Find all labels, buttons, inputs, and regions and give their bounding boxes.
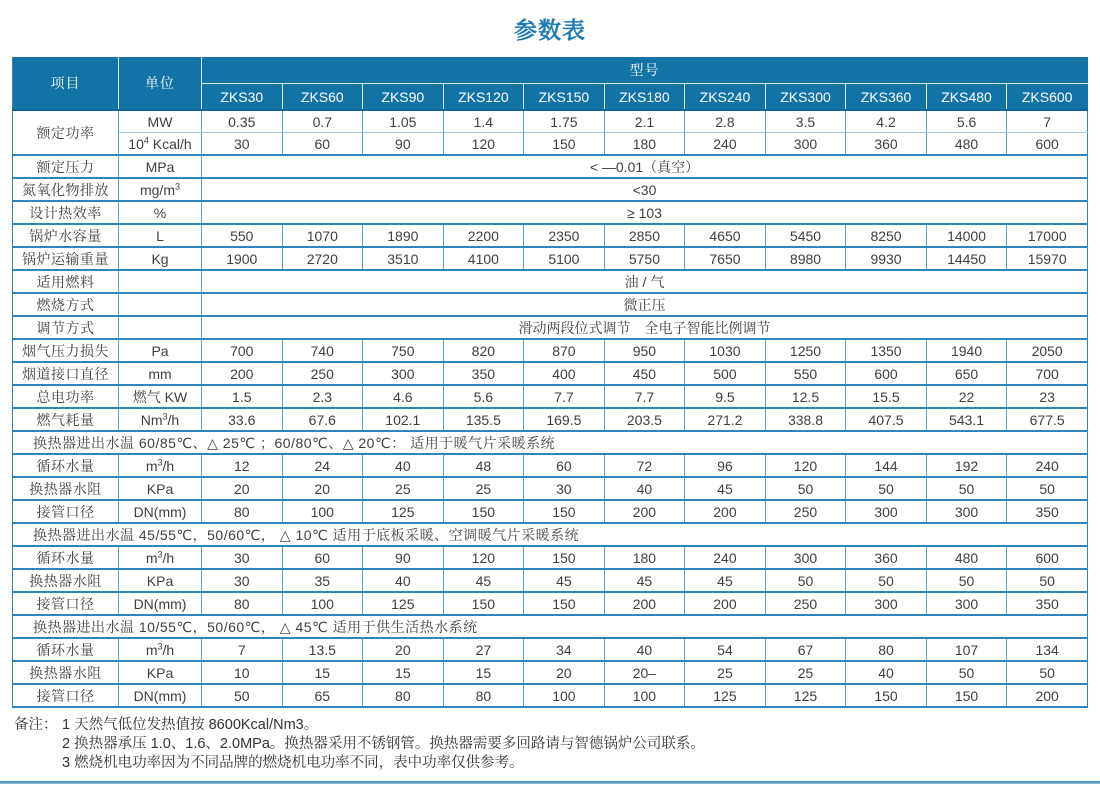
value-cell: 50	[1007, 477, 1088, 500]
unit-cell: mm	[119, 362, 202, 385]
item-cell: 换热器水阻	[13, 661, 119, 684]
value-cell: 67	[765, 638, 846, 661]
merged-value-cell: 油 / 气	[202, 270, 1088, 293]
value-cell: 1.75	[524, 110, 605, 133]
value-cell: 96	[685, 454, 766, 477]
value-cell: 4100	[443, 247, 524, 270]
value-cell: 300	[926, 500, 1007, 523]
value-cell: 120	[443, 546, 524, 569]
note-item: 2 换热器承压 1.0、1.6、2.0MPa。换热器采用不锈钢管。换热器需要多回路请与智德锅炉公司联系。	[62, 736, 705, 752]
table-row	[13, 661, 1088, 684]
value-cell: 72	[604, 454, 685, 477]
header-model-zks240: ZKS240	[685, 84, 766, 111]
value-cell: 200	[604, 500, 685, 523]
value-cell: 7.7	[524, 385, 605, 408]
value-cell: 400	[524, 362, 605, 385]
value-cell: 40	[846, 661, 927, 684]
value-cell: 7650	[685, 247, 766, 270]
table-row	[13, 477, 1088, 500]
value-cell: 12.5	[765, 385, 846, 408]
item-cell: 额定压力	[13, 155, 119, 178]
value-cell: 12	[202, 454, 283, 477]
unit-cell: $mg/m^3$	[119, 178, 202, 201]
value-cell: 65	[282, 684, 363, 707]
value-cell: 2.1	[604, 110, 685, 133]
unit-cell: Pa	[119, 339, 202, 362]
value-cell: 350	[443, 362, 524, 385]
item-cell: 换热器水阻	[13, 477, 119, 500]
merged-value-cell: 滑动两段位式调节 全电子智能比例调节	[202, 316, 1088, 339]
unit-cell: 燃气 KW	[119, 385, 202, 408]
value-cell: 135.5	[443, 408, 524, 431]
table-row	[13, 270, 1088, 293]
value-cell: 550	[765, 362, 846, 385]
value-cell: 338.8	[765, 408, 846, 431]
unit-cell: Kg	[119, 247, 202, 270]
value-cell: 60	[524, 454, 605, 477]
header-model-zks30: ZKS30	[202, 84, 283, 111]
value-cell: 300	[846, 500, 927, 523]
value-cell: 1030	[685, 339, 766, 362]
value-cell: 45	[443, 569, 524, 592]
value-cell: 480	[926, 133, 1007, 156]
unit-cell: DN(mm)	[119, 684, 202, 707]
value-cell: 13.5	[282, 638, 363, 661]
value-cell: 50	[1007, 661, 1088, 684]
value-cell: 200	[1007, 684, 1088, 707]
table-row	[13, 500, 1088, 523]
unit-cell	[119, 270, 202, 293]
value-cell: 120	[765, 454, 846, 477]
value-cell: 700	[202, 339, 283, 362]
value-cell: 100	[604, 684, 685, 707]
value-cell: 1250	[765, 339, 846, 362]
value-cell: 45	[524, 569, 605, 592]
value-cell: 7	[1007, 110, 1088, 133]
value-cell: 2350	[524, 224, 605, 247]
value-cell: 650	[926, 362, 1007, 385]
item-cell: 烟气压力损失	[13, 339, 119, 362]
value-cell: 950	[604, 339, 685, 362]
spec-table	[12, 57, 1088, 708]
value-cell: 240	[685, 133, 766, 156]
value-cell: 125	[765, 684, 846, 707]
value-cell: 250	[765, 592, 846, 615]
value-cell: 200	[685, 592, 766, 615]
value-cell: 3510	[363, 247, 444, 270]
unit-cell: %	[119, 201, 202, 224]
value-cell: 9930	[846, 247, 927, 270]
value-cell: 407.5	[846, 408, 927, 431]
value-cell: 2.3	[282, 385, 363, 408]
table-row	[13, 293, 1088, 316]
table-row	[13, 247, 1088, 270]
value-cell: 15.5	[846, 385, 927, 408]
unit-cell: DN(mm)	[119, 592, 202, 615]
value-cell: 15970	[1007, 247, 1088, 270]
table-row	[13, 339, 1088, 362]
value-cell: 200	[604, 592, 685, 615]
merged-value-cell: ≥ 103	[202, 201, 1088, 224]
value-cell: 50	[926, 569, 1007, 592]
value-cell: 600	[1007, 133, 1088, 156]
value-cell: 80	[443, 684, 524, 707]
value-cell: 80	[363, 684, 444, 707]
value-cell: 60	[282, 546, 363, 569]
item-cell: 锅炉运输重量	[13, 247, 119, 270]
unit-cell: KPa	[119, 661, 202, 684]
item-cell: 调节方式	[13, 316, 119, 339]
value-cell: 20	[524, 661, 605, 684]
section-header-cell: 换热器进出水温 10/55℃，50/60℃， △ 45℃ 适用于供生活热水系统	[13, 615, 1088, 638]
value-cell: 1350	[846, 339, 927, 362]
item-cell: 额定功率	[13, 110, 119, 155]
value-cell: 20	[363, 638, 444, 661]
value-cell: 50	[202, 684, 283, 707]
table-row	[13, 454, 1088, 477]
notes-label: 备注：	[14, 717, 58, 733]
item-cell: 接管口径	[13, 500, 119, 523]
value-cell: 550	[202, 224, 283, 247]
table-row	[13, 224, 1088, 247]
value-cell: 15	[363, 661, 444, 684]
value-cell: 20–	[604, 661, 685, 684]
unit-cell: KPa	[119, 477, 202, 500]
value-cell: 600	[1007, 546, 1088, 569]
value-cell: 2050	[1007, 339, 1088, 362]
value-cell: 40	[363, 454, 444, 477]
value-cell: 15	[282, 661, 363, 684]
value-cell: 150	[443, 592, 524, 615]
table-row	[13, 110, 1088, 133]
value-cell: 1940	[926, 339, 1007, 362]
value-cell: 100	[282, 592, 363, 615]
value-cell: 125	[363, 592, 444, 615]
value-cell: 120	[443, 133, 524, 156]
value-cell: 10	[202, 661, 283, 684]
value-cell: 50	[846, 569, 927, 592]
note-item: 3 燃烧机电功率因为不同品牌的燃烧机电功率不同，表中功率仅供参考。	[62, 755, 524, 771]
header-item: 项目	[13, 57, 119, 110]
value-cell: 100	[524, 684, 605, 707]
value-cell: 150	[443, 500, 524, 523]
value-cell: 0.7	[282, 110, 363, 133]
merged-value-cell: <30	[202, 178, 1088, 201]
value-cell: 350	[1007, 500, 1088, 523]
header-model-zks120: ZKS120	[443, 84, 524, 111]
value-cell: 48	[443, 454, 524, 477]
value-cell: 25	[363, 477, 444, 500]
value-cell: 820	[443, 339, 524, 362]
item-cell: 接管口径	[13, 592, 119, 615]
value-cell: 134	[1007, 638, 1088, 661]
item-cell: 接管口径	[13, 684, 119, 707]
item-cell: 烟道接口直径	[13, 362, 119, 385]
page-title: 参数表	[514, 17, 586, 43]
table-row	[13, 684, 1088, 707]
unit-cell: MPa	[119, 155, 202, 178]
value-cell: 125	[685, 684, 766, 707]
header-model-zks360: ZKS360	[846, 84, 927, 111]
unit-cell: KPa	[119, 569, 202, 592]
value-cell: 271.2	[685, 408, 766, 431]
value-cell: 17000	[1007, 224, 1088, 247]
item-cell: 总电功率	[13, 385, 119, 408]
value-cell: 50	[926, 661, 1007, 684]
table-row	[13, 638, 1088, 661]
table-row	[13, 408, 1088, 431]
unit-cell: Nm$^3$/h	[119, 408, 202, 431]
value-cell: 144	[846, 454, 927, 477]
header-model-zks480: ZKS480	[926, 84, 1007, 111]
value-cell: 90	[363, 546, 444, 569]
value-cell: 45	[685, 569, 766, 592]
unit-cell: L	[119, 224, 202, 247]
value-cell: 125	[363, 500, 444, 523]
value-cell: 5.6	[926, 110, 1007, 133]
value-cell: 50	[926, 477, 1007, 500]
unit-cell	[119, 316, 202, 339]
value-cell: 150	[524, 500, 605, 523]
value-cell: 9.5	[685, 385, 766, 408]
item-cell: 锅炉水容量	[13, 224, 119, 247]
value-cell: 25	[443, 477, 524, 500]
value-cell: 1.5	[202, 385, 283, 408]
value-cell: 300	[765, 133, 846, 156]
value-cell: 360	[846, 546, 927, 569]
value-cell: 500	[685, 362, 766, 385]
unit-cell: $m^3/h$	[119, 546, 202, 569]
notes	[14, 716, 1100, 773]
value-cell: 2850	[604, 224, 685, 247]
value-cell: 1890	[363, 224, 444, 247]
table-row	[13, 385, 1088, 408]
value-cell: 543.1	[926, 408, 1007, 431]
value-cell: 5450	[765, 224, 846, 247]
value-cell: 3.5	[765, 110, 846, 133]
table-row	[13, 155, 1088, 178]
value-cell: 300	[363, 362, 444, 385]
value-cell: 250	[765, 500, 846, 523]
value-cell: 200	[202, 362, 283, 385]
value-cell: 40	[363, 569, 444, 592]
section-header-row	[13, 523, 1088, 546]
value-cell: 0.35	[202, 110, 283, 133]
value-cell: 80	[202, 592, 283, 615]
value-cell: 25	[765, 661, 846, 684]
value-cell: 14450	[926, 247, 1007, 270]
item-cell: 设计热效率	[13, 201, 119, 224]
value-cell: 192	[926, 454, 1007, 477]
table-header	[13, 57, 1088, 110]
value-cell: 90	[363, 133, 444, 156]
unit-cell: $10^4$ Kcal/h	[119, 133, 202, 156]
value-cell: 40	[604, 477, 685, 500]
section-header-row	[13, 615, 1088, 638]
value-cell: 180	[604, 546, 685, 569]
value-cell: 150	[524, 133, 605, 156]
item-cell: 适用燃料	[13, 270, 119, 293]
value-cell: 54	[685, 638, 766, 661]
value-cell: 8250	[846, 224, 927, 247]
table-row	[13, 362, 1088, 385]
value-cell: 33.6	[202, 408, 283, 431]
notes-items	[62, 716, 705, 773]
value-cell: 8980	[765, 247, 846, 270]
value-cell: 240	[685, 546, 766, 569]
section-header-row	[13, 431, 1088, 454]
value-cell: 20	[202, 477, 283, 500]
value-cell: 34	[524, 638, 605, 661]
table-row	[13, 569, 1088, 592]
value-cell: 7	[202, 638, 283, 661]
value-cell: 480	[926, 546, 1007, 569]
value-cell: 30	[202, 569, 283, 592]
table-body	[13, 110, 1088, 707]
value-cell: 4650	[685, 224, 766, 247]
header-model-zks150: ZKS150	[524, 84, 605, 111]
merged-value-cell: 微正压	[202, 293, 1088, 316]
value-cell: 14000	[926, 224, 1007, 247]
value-cell: 2200	[443, 224, 524, 247]
value-cell: 5750	[604, 247, 685, 270]
value-cell: 30	[202, 133, 283, 156]
value-cell: 203.5	[604, 408, 685, 431]
value-cell: 80	[202, 500, 283, 523]
value-cell: 750	[363, 339, 444, 362]
value-cell: 1.4	[443, 110, 524, 133]
value-cell: 4.6	[363, 385, 444, 408]
header-model-group: 型号	[202, 57, 1088, 84]
value-cell: 25	[685, 661, 766, 684]
value-cell: 600	[846, 362, 927, 385]
value-cell: 360	[846, 133, 927, 156]
value-cell: 30	[202, 546, 283, 569]
note-item: 1 天然气低位发热值按 8600Kcal/Nm3。	[62, 717, 319, 733]
value-cell: 35	[282, 569, 363, 592]
item-cell: 循环水量	[13, 638, 119, 661]
value-cell: 20	[282, 477, 363, 500]
value-cell: 80	[846, 638, 927, 661]
value-cell: 5100	[524, 247, 605, 270]
value-cell: 50	[765, 569, 846, 592]
value-cell: 150	[846, 684, 927, 707]
value-cell: 15	[443, 661, 524, 684]
header-model-zks600: ZKS600	[1007, 84, 1088, 111]
value-cell: 102.1	[363, 408, 444, 431]
value-cell: 1070	[282, 224, 363, 247]
value-cell: 4.2	[846, 110, 927, 133]
item-cell: 循环水量	[13, 546, 119, 569]
value-cell: 300	[846, 592, 927, 615]
item-cell: 燃气耗量	[13, 408, 119, 431]
value-cell: 450	[604, 362, 685, 385]
value-cell: 180	[604, 133, 685, 156]
unit-cell: $m^3/h$	[119, 638, 202, 661]
unit-cell: DN(mm)	[119, 500, 202, 523]
bottom-divider	[0, 781, 1100, 784]
header-model-zks300: ZKS300	[765, 84, 846, 111]
merged-value-cell: < —0.01（真空）	[202, 155, 1088, 178]
value-cell: 23	[1007, 385, 1088, 408]
value-cell: 30	[524, 477, 605, 500]
table-row	[13, 546, 1088, 569]
value-cell: 67.6	[282, 408, 363, 431]
value-cell: 1.05	[363, 110, 444, 133]
value-cell: 740	[282, 339, 363, 362]
header-unit: 单位	[119, 57, 202, 110]
value-cell: 107	[926, 638, 1007, 661]
value-cell: 150	[524, 592, 605, 615]
table-row	[13, 133, 1088, 156]
unit-cell	[119, 293, 202, 316]
table-row	[13, 316, 1088, 339]
item-cell: 换热器水阻	[13, 569, 119, 592]
value-cell: 2720	[282, 247, 363, 270]
item-cell: 循环水量	[13, 454, 119, 477]
value-cell: 50	[846, 477, 927, 500]
section-header-cell: 换热器进出水温 45/55℃，50/60℃， △ 10℃ 适用于底板采暖、空调暖气片采暖系统	[13, 523, 1088, 546]
unit-cell: $m^3/h$	[119, 454, 202, 477]
value-cell: 150	[926, 684, 1007, 707]
value-cell: 240	[1007, 454, 1088, 477]
value-cell: 200	[685, 500, 766, 523]
value-cell: 350	[1007, 592, 1088, 615]
value-cell: 300	[926, 592, 1007, 615]
value-cell: 870	[524, 339, 605, 362]
header-model-zks180: ZKS180	[604, 84, 685, 111]
value-cell: 45	[604, 569, 685, 592]
value-cell: 150	[524, 546, 605, 569]
value-cell: 700	[1007, 362, 1088, 385]
item-cell: 燃烧方式	[13, 293, 119, 316]
value-cell: 50	[765, 477, 846, 500]
value-cell: 7.7	[604, 385, 685, 408]
value-cell: 22	[926, 385, 1007, 408]
value-cell: 1900	[202, 247, 283, 270]
value-cell: 50	[1007, 569, 1088, 592]
section-header-cell: 换热器进出水温 60/85℃、△ 25℃ ；60/80℃、△ 20℃： 适用于暖气片采暖系统	[13, 431, 1088, 454]
value-cell: 677.5	[1007, 408, 1088, 431]
value-cell: 24	[282, 454, 363, 477]
value-cell: 300	[765, 546, 846, 569]
value-cell: 169.5	[524, 408, 605, 431]
value-cell: 100	[282, 500, 363, 523]
value-cell: 45	[685, 477, 766, 500]
value-cell: 40	[604, 638, 685, 661]
value-cell: 27	[443, 638, 524, 661]
value-cell: 2.8	[685, 110, 766, 133]
table-row	[13, 201, 1088, 224]
value-cell: 5.6	[443, 385, 524, 408]
header-model-zks90: ZKS90	[363, 84, 444, 111]
table-row	[13, 592, 1088, 615]
header-model-zks60: ZKS60	[282, 84, 363, 111]
table-row	[13, 178, 1088, 201]
value-cell: 250	[282, 362, 363, 385]
value-cell: 60	[282, 133, 363, 156]
unit-cell: MW	[119, 110, 202, 133]
item-cell: 氮氧化物排放	[13, 178, 119, 201]
